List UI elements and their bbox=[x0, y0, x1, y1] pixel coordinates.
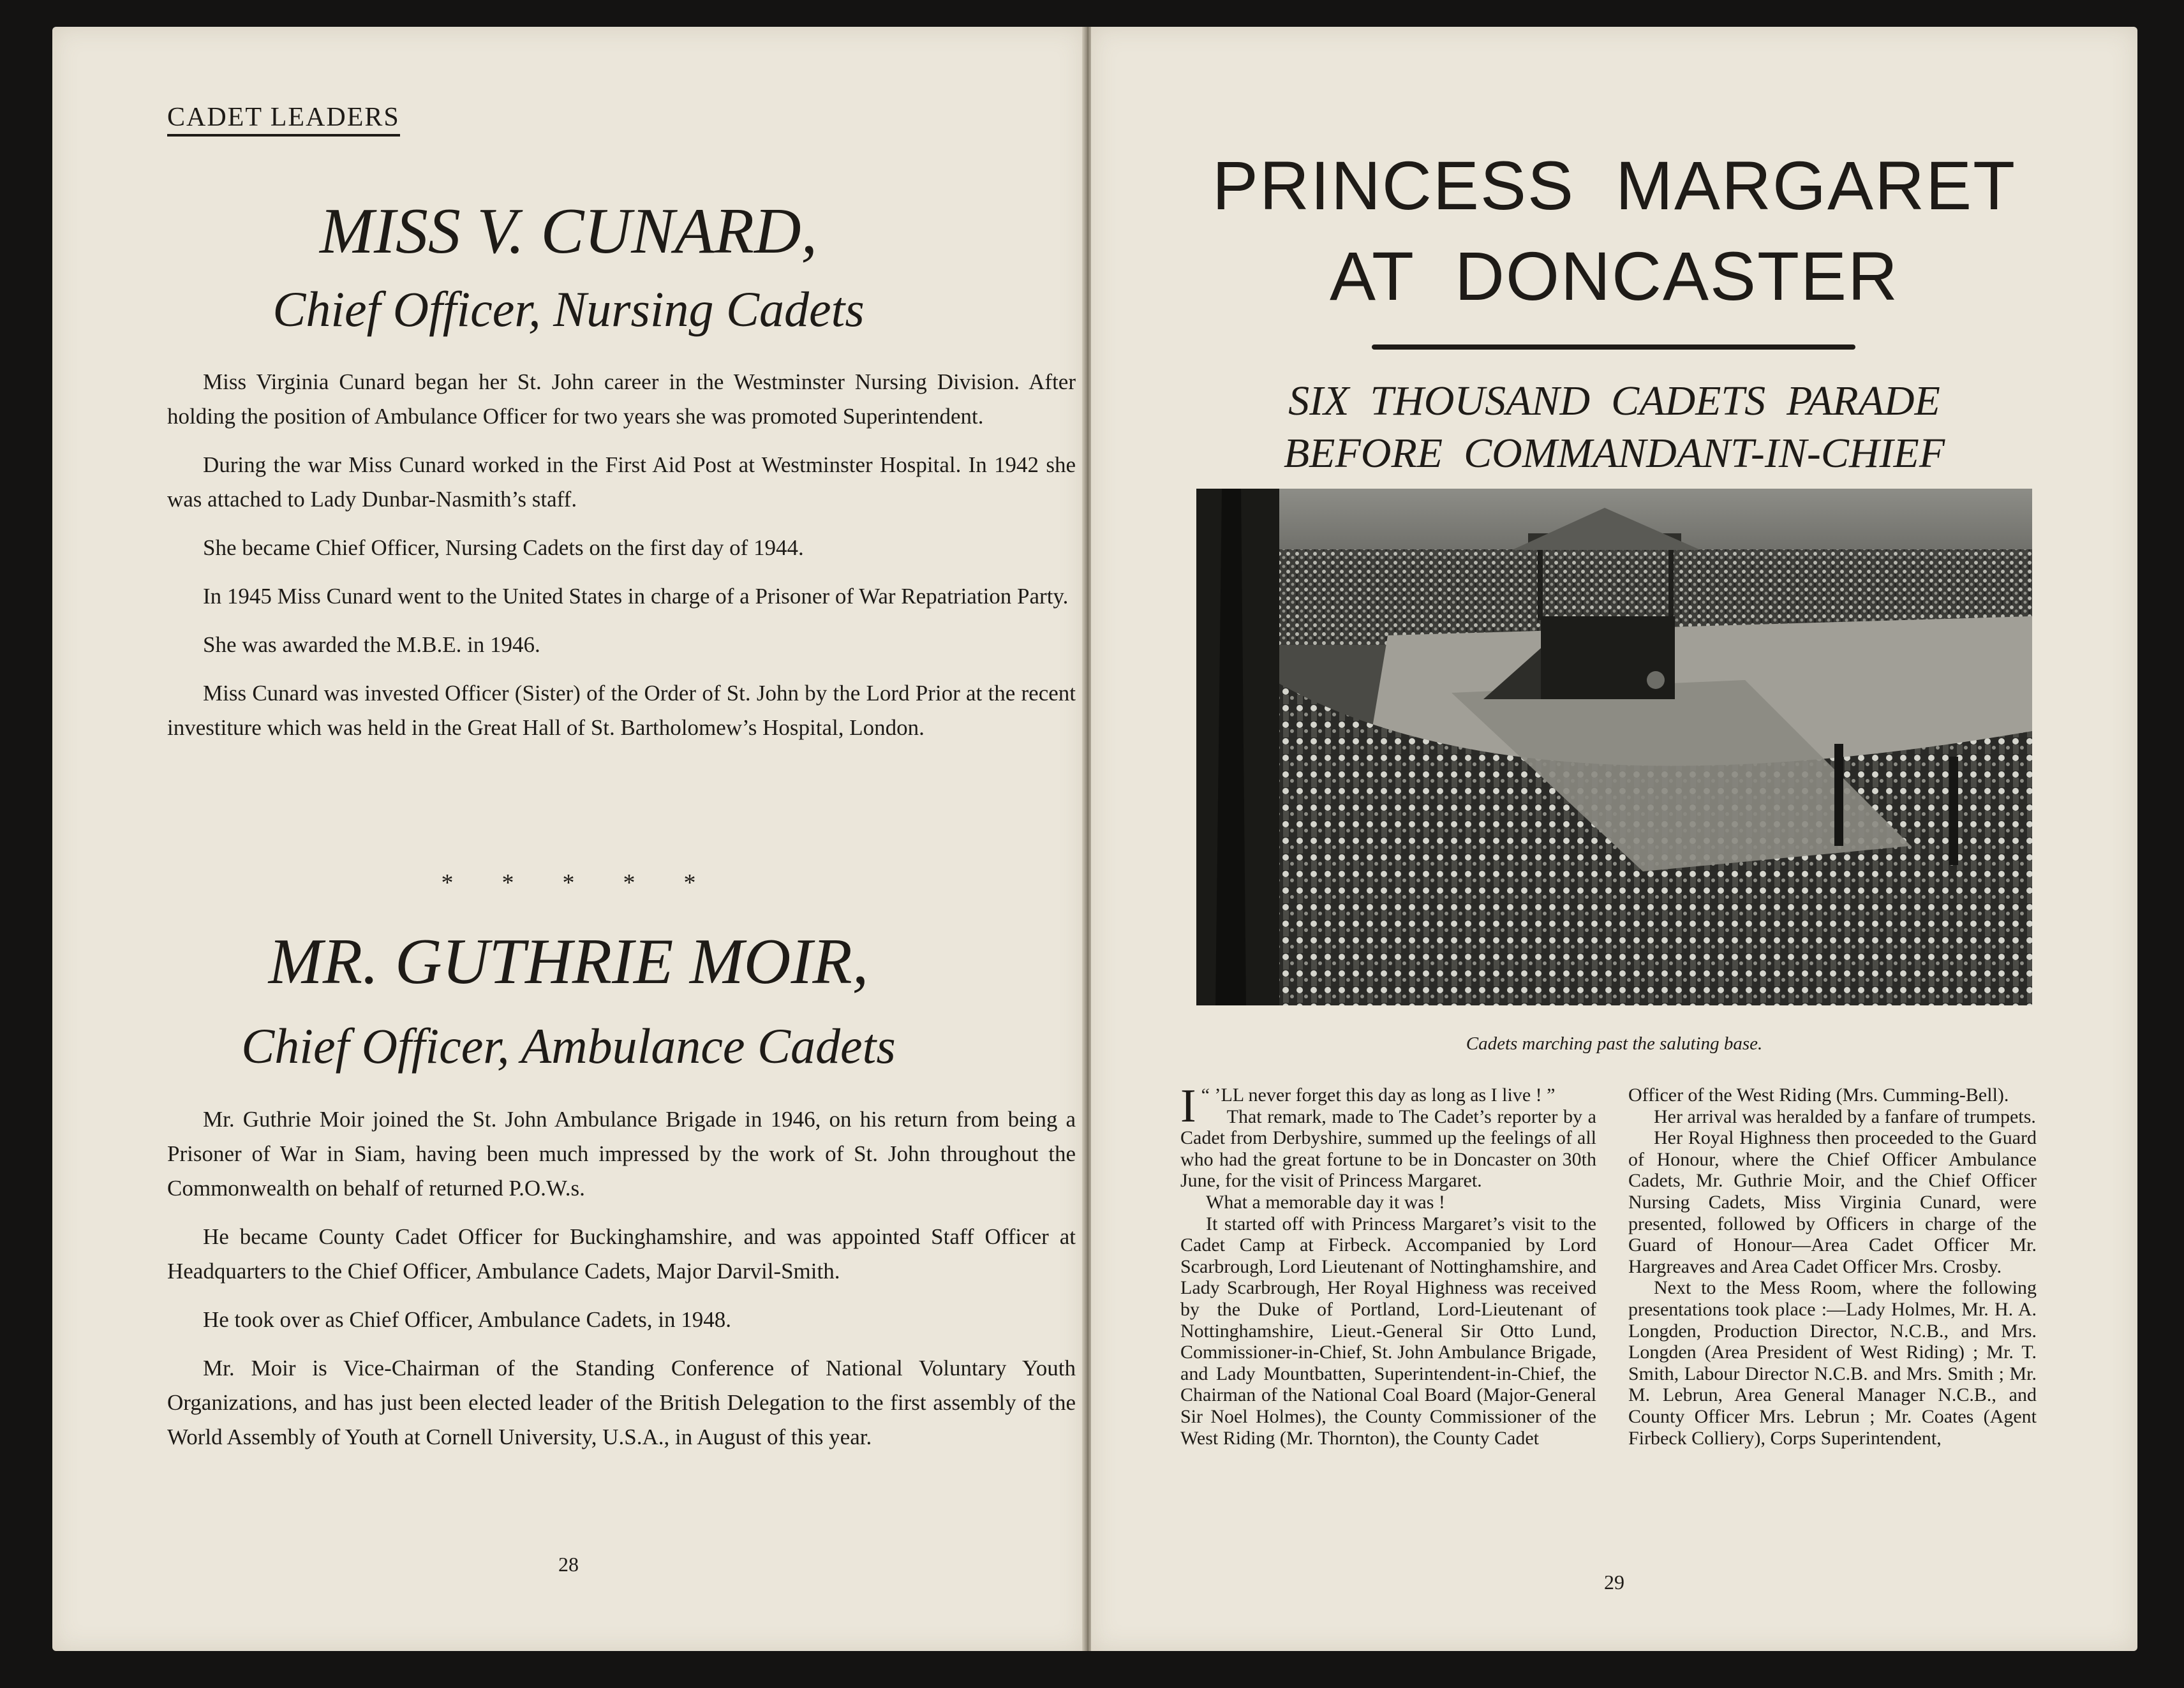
article1-name-heading: MISS V. CUNARD, bbox=[319, 195, 818, 267]
left-page-number: 28 bbox=[558, 1553, 579, 1576]
article1-paragraph: Miss Cunard was invested Officer (Sister) of the Order of St. John by the Lord Prior at the recent investiture which was held in the Great Hall of St. Bartholomew’s Hospital, London. bbox=[167, 681, 1076, 740]
article1-body bbox=[167, 365, 1076, 759]
section-separator: * * * * * bbox=[441, 870, 696, 896]
article1-paragraph: She was awarded the M.B.E. in 1946. bbox=[203, 632, 540, 657]
article2-role-heading: Chief Officer, Ambulance Cadets bbox=[241, 1018, 896, 1074]
article1-paragraph: In 1945 Miss Cunard went to the United States in charge of a Prisoner of War Repatriation Party. bbox=[203, 584, 1069, 609]
article2-paragraph: He became County Cadet Officer for Buckinghamshire, and was appointed Staff Officer at Headquarters to the Chief Officer, Ambulance Cadets, Major Darvil-Smith. bbox=[167, 1224, 1076, 1284]
article1-paragraph: During the war Miss Cunard worked in the First Aid Post at Westminster Hospital. In 1942 she was attached to Lady Dunbar-Nasmith’s staff. bbox=[167, 452, 1076, 512]
article2-body bbox=[167, 1102, 1076, 1469]
photo-caption: Cadets marching past the saluting base. bbox=[1466, 1033, 1763, 1054]
article2-paragraph: Mr. Guthrie Moir joined the St. John Ambulance Brigade in 1946, on his return from being a Prisoner of War in Siam, having been much impressed by the work of St. John throughout the Commonwealth on behalf of returned P.O.W.s. bbox=[167, 1107, 1076, 1201]
article-column-2 bbox=[1628, 1085, 2037, 1449]
parade-photo-illustration bbox=[1196, 489, 2032, 1005]
article2-name-heading: MR. GUTHRIE MOIR, bbox=[268, 926, 869, 998]
article1-role-heading: Chief Officer, Nursing Cadets bbox=[272, 281, 865, 337]
headline-line1: PRINCESS MARGARET bbox=[1212, 147, 2017, 224]
parade-photo bbox=[1196, 489, 2032, 1005]
column2-lead: Officer of the West Riding (Mrs. Cumming-Bell). bbox=[1628, 1085, 2009, 1106]
headline-line2: AT DONCASTER bbox=[1329, 237, 1899, 315]
column1-paragraph: What a memorable day it was ! bbox=[1206, 1191, 1445, 1213]
article1-paragraph: She became Chief Officer, Nursing Cadets on the first day of 1944. bbox=[203, 535, 804, 560]
left-page bbox=[52, 27, 1085, 1651]
column1-paragraph: That remark, made to The Cadet’s reporter by a Cadet from Derbyshire, summed up the feelings of all who had the great fortune to be in Doncaster on 30th June, for the visit of Princess Margaret. bbox=[1180, 1106, 1596, 1192]
headline-rule bbox=[1372, 344, 1855, 350]
article-column-1 bbox=[1180, 1080, 1596, 1449]
opening-quote: “ ’LL never forget this day as long as I live ! ” bbox=[1201, 1085, 1556, 1106]
right-page-number: 29 bbox=[1604, 1571, 1624, 1594]
subhead-line2: BEFORE COMMANDANT-IN-CHIEF bbox=[1283, 430, 1945, 477]
column2-paragraph: Her Royal Highness then proceeded to the Guard of Honour, where the Chief Officer Ambulance Cadets, Mr. Guthrie Moir, and the Chief Officer Nursing Cadets, Miss Virginia Cunard, were presented, followed by Officers in charge of the Guard of Honour—Area Cadet Officer Mr. Hargreaves and Area Cadet Officer Mrs. Crosby. bbox=[1628, 1127, 2037, 1277]
column1-paragraph: It started off with Princess Margaret’s visit to the Cadet Camp at Firbeck. Accompanied by Lord Scarbrough, Lord Lieutenant of Nottinghamshire, and Lady Scarbrough, Her Royal Highness was received by the Duke of Portland, Lord-Lieutenant of Nottinghamshire, Lieut.-General Sir Otto Lund, Commissioner-in-Chief, St. John Ambulance Brigade, and Lady Mountbatten, Superintendent-in-Chief, the Chairman of the National Coal Board (Major-General Sir Noel Holmes), the County Commissioner of the West Riding (Mr. Thornton), the County Cadet bbox=[1180, 1213, 1596, 1449]
opening-paragraph bbox=[1180, 1080, 1596, 1132]
article2-paragraph: He took over as Chief Officer, Ambulance Cadets, in 1948. bbox=[203, 1307, 732, 1332]
column2-paragraph: Next to the Mess Room, where the following presentations took place :—Lady Holmes, Mr. H. A. Longden, Production Director, N.C.B., and Mrs. Longden (Area President of West Riding) ; Mr. T. Smith, Labour Director N.C.B. and Mrs. Smith ; Mr. M. Lebrun, Area General Manager N.C.B., and County Officer Mrs. Lebrun ; Mr. Coates (Agent Firbeck Colliery), Corps Superintendent, bbox=[1628, 1277, 2037, 1449]
article2-paragraph: Mr. Moir is Vice-Chairman of the Standing Conference of National Voluntary Youth Organizations, and has just been elected leader of the British Delegation to the first assembly of the World Assembly of Youth at Cornell University, U.S.A., in August of this year. bbox=[167, 1356, 1076, 1449]
section-label: CADET LEADERS bbox=[167, 102, 400, 137]
column2-paragraph: Her arrival was heralded by a fanfare of trumpets. bbox=[1654, 1106, 2036, 1127]
drop-cap: I bbox=[1180, 1080, 1196, 1132]
subhead-line1: SIX THOUSAND CADETS PARADE bbox=[1288, 378, 1940, 424]
article1-paragraph: Miss Virginia Cunard began her St. John career in the Westminster Nursing Division. After holding the position of Ambulance Officer for two years she was promoted Superintendent. bbox=[167, 369, 1076, 429]
right-page bbox=[1091, 27, 2137, 1651]
